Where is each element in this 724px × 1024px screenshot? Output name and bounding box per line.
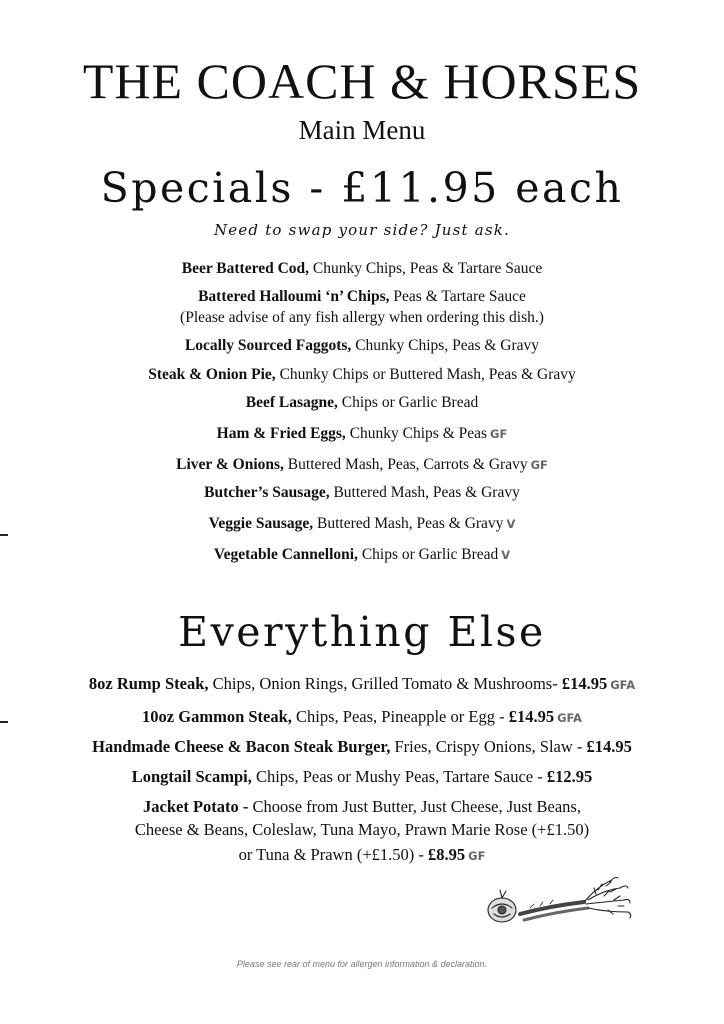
item-name: Ham & Fried Eggs, — [216, 425, 346, 442]
item-desc: Chips, Peas or Mushy Peas, Tartare Sauce - — [251, 767, 547, 786]
menu-item-continued — [0, 845, 724, 866]
allergen-footnote: Please see rear of menu for allergen information & declaration. — [236, 959, 488, 969]
menu-item — [0, 737, 724, 757]
menu-item — [0, 455, 724, 475]
menu-item — [0, 797, 724, 817]
item-desc: Choose from Just Butter, Just Cheese, Just Beans, — [248, 797, 581, 816]
item-desc: Cheese & Beans, Coleslaw, Tuna Mayo, Prawn Marie Rose (+£1.50) — [134, 820, 590, 839]
menu-item — [0, 393, 724, 413]
item-desc: Chunky Chips or Buttered Mash, Peas & Gravy — [275, 366, 576, 383]
item-desc: Chunky Chips & Peas — [345, 425, 488, 442]
item-name: Vegetable Cannelloni, — [213, 546, 358, 563]
item-name: Beer Battered Cod, — [181, 260, 310, 277]
item-price: £14.95 — [586, 737, 632, 756]
menu-item — [0, 424, 724, 444]
menu-item — [0, 674, 724, 695]
dietary-tag: GFA — [610, 678, 636, 692]
item-desc: Fries, Crispy Onions, Slaw - — [390, 737, 587, 756]
item-desc: Chips or Garlic Bread — [357, 546, 499, 563]
item-name: Longtail Scampi, — [131, 767, 252, 786]
menu-subtitle: Main Menu — [298, 115, 426, 145]
margin-tick — [0, 721, 8, 723]
item-name: Locally Sourced Faggots, — [184, 337, 352, 354]
item-name: Beef Lasagne, — [245, 394, 338, 411]
item-name: Liver & Onions, — [176, 456, 284, 473]
menu-item — [0, 259, 724, 279]
everything-else-heading: Everything Else — [178, 608, 546, 656]
menu-item-note: (Please advise of any fish allergy when ordering this dish.) — [180, 309, 544, 326]
item-name: 8oz Rump Steak, — [88, 674, 209, 693]
item-desc: Chips, Peas, Pineapple or Egg - — [291, 707, 509, 726]
item-name: 10oz Gammon Steak, — [142, 707, 292, 726]
item-desc: Buttered Mash, Peas & Gravy — [313, 515, 504, 532]
menu-item — [0, 483, 724, 503]
item-name: Steak & Onion Pie, — [148, 366, 276, 383]
item-name: Butcher’s Sausage, — [204, 484, 330, 501]
dietary-tag: GF — [490, 427, 508, 441]
dietary-tag: V — [501, 548, 511, 562]
specials-heading: Specials - £11.95 each — [100, 164, 624, 212]
item-desc: Chips or Garlic Bread — [337, 394, 479, 411]
item-price: £12.95 — [546, 767, 593, 786]
item-price: £14.95 — [508, 707, 555, 726]
item-desc: Peas & Tartare Sauce — [389, 288, 526, 305]
menu-item — [0, 514, 724, 534]
menu-item-continued — [0, 820, 724, 840]
item-desc: Chunky Chips, Peas & Gravy — [351, 337, 540, 354]
menu-item — [0, 365, 724, 385]
dietary-tag: GF — [468, 849, 486, 863]
menu-item — [0, 287, 724, 307]
item-desc: Chips, Onion Rings, Grilled Tomato & Mushrooms- — [208, 674, 562, 693]
margin-tick — [0, 534, 8, 536]
item-price: £8.95 — [428, 845, 466, 864]
specials-tagline: Need to swap your side? Just ask. — [213, 221, 511, 239]
menu-item — [0, 545, 724, 565]
dietary-tag: V — [506, 517, 516, 531]
vegetables-sketch-icon — [480, 872, 640, 932]
restaurant-title: THE COACH & HORSES — [82, 53, 642, 109]
item-desc: Chunky Chips, Peas & Tartare Sauce — [309, 260, 543, 277]
item-price: £14.95 — [561, 674, 608, 693]
menu-item — [0, 336, 724, 356]
dietary-tag: GF — [530, 458, 548, 472]
item-desc: or Tuna & Prawn (+£1.50) - — [238, 845, 428, 864]
item-name: Jacket Potato - — [143, 797, 249, 816]
item-name: Veggie Sausage, — [208, 515, 314, 532]
dietary-tag: GFA — [557, 711, 582, 725]
menu-item — [0, 767, 724, 787]
menu-item — [0, 707, 724, 728]
item-name: Handmade Cheese & Bacon Steak Burger, — [92, 737, 391, 756]
item-desc: Buttered Mash, Peas & Gravy — [329, 484, 520, 501]
item-name: Battered Halloumi ‘n’ Chips, — [198, 288, 390, 305]
item-desc: Buttered Mash, Peas, Carrots & Gravy — [283, 456, 528, 473]
